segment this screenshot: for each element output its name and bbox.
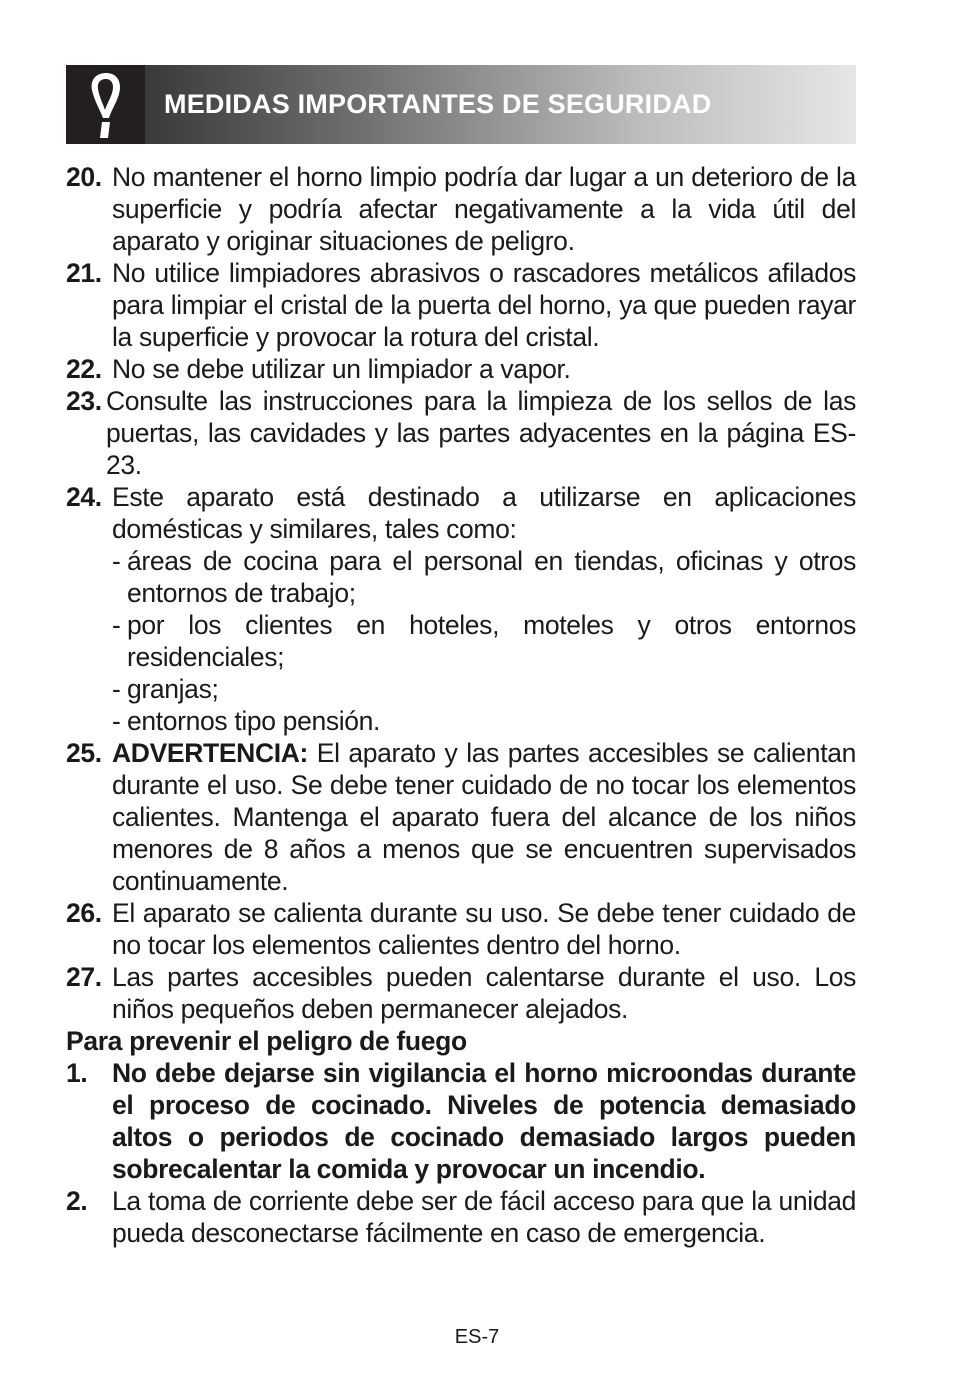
item-number: 1. [66,1058,88,1088]
item-text: No utilice limpiadores abrasivos o rascadores metálicos afilados para limpiar el cristal de la puerta del horno, ya que pueden rayar la superficie y provocar la rotura del cristal. [112,258,856,352]
sub-list-item [66,545,856,609]
sub-list-item [66,609,856,673]
dash-bullet: - [112,546,121,576]
list-item [66,353,856,385]
item-number: 24. [66,482,102,512]
warning-label: ADVERTENCIA: [112,738,309,768]
section-heading: Para prevenir el peligro de fuego [66,1026,467,1056]
sub-item-text: áreas de cocina para el personal en tiendas, oficinas y otros entornos de trabajo; [127,546,856,608]
sub-item-text: por los clientes en hoteles, moteles y otros entornos residenciales; [127,610,856,672]
list-item [66,385,856,481]
sub-list-item [66,705,856,737]
item-number: 25. [66,738,102,768]
item-text: La toma de corriente debe ser de fácil acceso para que la unidad pueda desconectarse fácilmente en caso de emergencia. [112,1186,856,1248]
item-text: Las partes accesibles pueden calentarse durante el uso. Los niños pequeños deben permanecer alejados. [112,962,856,1024]
section-title: MEDIDAS IMPORTANTES DE SEGURIDAD [164,89,712,119]
item-text: No se debe utilizar un limpiador a vapor. [112,354,571,384]
list-item [66,737,856,897]
item-number: 21. [66,258,102,288]
item-number: 23. [66,386,102,416]
list-item [66,1185,856,1249]
list-item [66,897,856,961]
dash-bullet: - [112,706,121,736]
item-number: 22. [66,354,102,384]
sub-list-item [66,673,856,705]
item-text: Este aparato está destinado a utilizarse en aplicaciones domésticas y similares, tales como: [112,482,856,544]
exclamation-icon [84,70,128,140]
item-text [112,737,856,897]
item-number: 27. [66,962,102,992]
item-text: No mantener el horno limpio podría dar lugar a un deterioro de la superficie y podría afectar negativamente a la vida útil del aparato y originar situaciones de peligro. [112,162,856,256]
item-text: No debe dejarse sin vigilancia el horno microondas durante el proceso de cocinado. Niveles de potencia demasiado altos o periodos de cocinado demasiado largos pueden sobrecalentar la comida y provocar un incendio. [112,1058,856,1184]
page-number: ES-7 [454,1326,500,1348]
item-number: 26. [66,898,102,928]
sub-item-text: granjas; [127,674,219,704]
item-number: 2. [66,1186,88,1216]
item-text: Consulte las instrucciones para la limpieza de los sellos de las puertas, las cavidades y las partes adyacentes en la página ES-23. [106,386,856,480]
section-header [66,65,856,144]
item-number: 20. [66,162,102,192]
header-bar [145,65,856,144]
dash-bullet: - [112,674,121,704]
list-item [66,1057,856,1185]
warning-text: El aparato y las partes accesibles se calientan durante el uso. Se debe tener cuidado de no tocar los elementos calientes. Mantenga el aparato fuera del alcance de los niños menores de 8 años a menos que se encuentren supervisados continuamente. [112,738,856,896]
item-text: El aparato se calienta durante su uso. Se debe tener cuidado de no tocar los elementos calientes dentro del horno. [112,898,856,960]
list-item [66,161,856,257]
document-body [66,161,856,1249]
dash-bullet: - [112,610,121,640]
list-item [66,481,856,545]
list-item [66,961,856,1025]
sub-item-text: entornos tipo pensión. [127,706,381,736]
warning-icon-box [66,65,145,144]
list-item [66,257,856,353]
